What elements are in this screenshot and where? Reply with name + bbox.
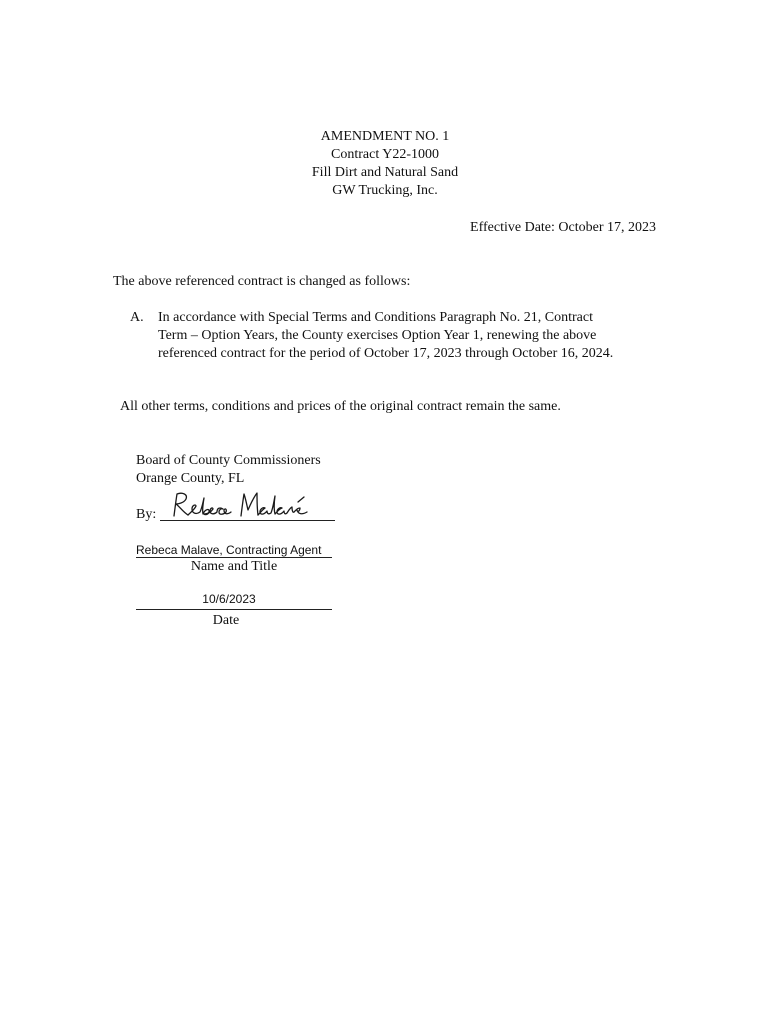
intro-text: The above referenced contract is changed as follows: — [113, 274, 411, 289]
organization-line-2: Orange County, FL — [136, 471, 245, 486]
signature-line — [160, 520, 335, 521]
signer-name-title: Rebeca Malave, Contracting Agent — [136, 543, 322, 557]
vendor-name: GW Trucking, Inc. — [332, 183, 438, 198]
item-letter: A. — [130, 310, 144, 325]
handwritten-signature — [168, 488, 313, 522]
date-line — [136, 609, 332, 610]
amendment-title: AMENDMENT NO. 1 — [320, 129, 450, 144]
effective-date: Effective Date: October 17, 2023 — [470, 220, 656, 235]
contract-subject: Fill Dirt and Natural Sand — [311, 165, 459, 180]
name-title-caption: Name and Title — [190, 559, 278, 574]
amendment-header — [0, 128, 770, 200]
organization-line-1: Board of County Commissioners — [136, 453, 321, 468]
item-line-3: referenced contract for the period of October 17, 2023 through October 16, 2024. — [158, 346, 614, 361]
contract-number: Contract Y22-1000 — [331, 147, 439, 162]
item-line-1: In accordance with Special Terms and Conditions Paragraph No. 21, Contract — [158, 310, 593, 325]
other-terms-text: All other terms, conditions and prices of the original contract remain the same. — [120, 399, 561, 414]
date-caption: Date — [212, 613, 240, 628]
by-label: By: — [136, 507, 157, 522]
signature-date: 10/6/2023 — [202, 592, 256, 606]
item-line-2: Term – Option Years, the County exercises Option Year 1, renewing the above — [158, 328, 597, 343]
organization-block — [136, 452, 321, 488]
item-text — [158, 309, 668, 363]
